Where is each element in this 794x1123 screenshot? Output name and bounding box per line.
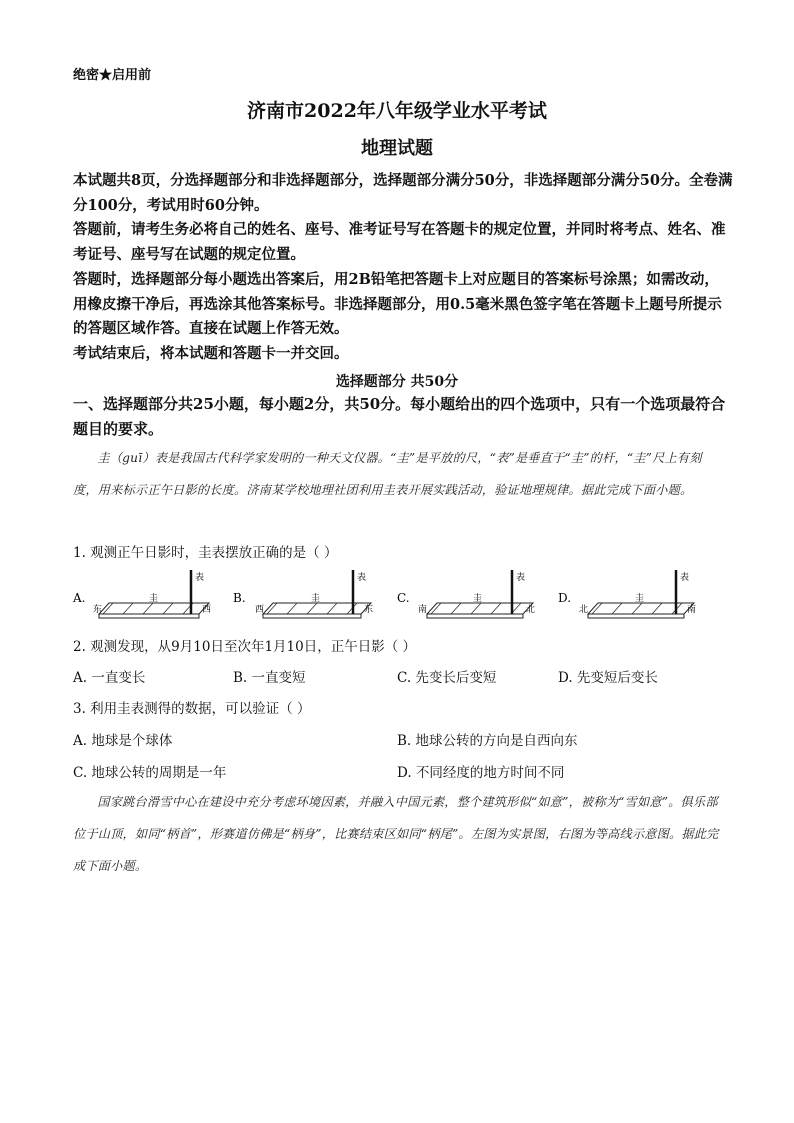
gui-label: 圭 [473,594,483,604]
note-4: 考试结束后，将本试题和答题卡一并交回。 [73,344,349,362]
left-direction: 北 [579,605,589,615]
left-direction: 西 [255,605,265,615]
question-3-stem: 3. 利用圭表测得的数据，可以验证（ ） [73,701,311,717]
guibiao-diagram-b [233,570,383,620]
q2-option-a[interactable]: A. 一直变长 [73,670,146,686]
passage-snow-ruyi-text: 国家跳台滑雪中心在建设中充分考虑环境因素，并融入中国元素，整个建筑形似“如意”，被称为“雪如意”。俱乐部位于山顶，如同“柄首”，形赛道仿佛是“柄身”，比赛结束区如同“柄尾”。左图为实景图，右图为等高线示意图。据此完成下面小题。 [73,795,719,873]
guibiao-diagram-c [397,570,547,620]
section-heading: 选择题部分 共50分 [335,374,459,390]
passage-guibiao [73,442,725,506]
biao-label: 表 [195,573,205,583]
instruction-text: 一、选择题部分共25小题，每小题2分，共50分。每小题给出的四个选项中，只有一个选项最符合题目的要求。 [73,395,726,438]
q3-option-a[interactable]: A. 地球是个球体 [73,733,173,749]
question-2-stem: 2. 观测发现，从9月10日至次年1月10日，正午日影（ ） [73,639,416,655]
q1-option-d[interactable] [558,570,708,620]
right-direction: 西 [202,605,212,615]
q2-option-d[interactable]: D. 先变短后变长 [558,670,658,686]
q2-option-b[interactable]: B. 一直变短 [233,670,306,686]
biao-label: 表 [516,573,526,583]
gui-label: 圭 [311,594,321,604]
note-2: 答题前，请考生务必将自己的姓名、座号、准考证号写在答题卡的规定位置，并同时将考点、姓名、准考证号、座号写在试题的规定位置。 [73,221,726,264]
left-direction: 南 [418,605,428,615]
q3-option-d[interactable]: D. 不同经度的地方时间不同 [397,765,565,781]
right-direction: 东 [364,605,374,615]
q1-option-c[interactable] [397,570,547,620]
note-3: 答题时，选择题部分每小题选出答案后，用2B铅笔把答题卡上对应题目的答案标号涂黑；如需改动，用橡皮擦干净后，再选涂其他答案标号。非选择题部分，用0.5毫米黑色签字笔在答题卡上题号所提示的答题区域作答。直接在试题上作答无效。 [73,270,722,338]
option-letter: A. [73,591,86,605]
option-letter: B. [233,591,246,605]
left-direction: 东 [93,605,103,615]
guibiao-diagram-d [558,570,708,620]
exam-subtitle: 地理试题 [361,138,433,159]
q1-option-b[interactable] [233,570,383,620]
q3-option-b[interactable]: B. 地球公转的方向是自西向东 [397,733,578,749]
q1-option-a[interactable] [73,570,223,620]
section-instruction [73,392,733,442]
biao-label: 表 [680,573,690,583]
right-direction: 北 [526,605,536,615]
exam-title: 济南市2022年八年级学业水平考试 [247,100,547,122]
option-letter: D. [558,591,572,605]
q3-option-c[interactable]: C. 地球公转的周期是一年 [73,765,227,781]
passage-snow-ruyi [73,786,725,882]
biao-label: 表 [357,573,367,583]
confidential-label: 绝密★启用前 [73,68,152,83]
option-letter: C. [397,591,410,605]
question-1-stem: 1. 观测正午日影时，圭表摆放正确的是（ ） [73,545,338,561]
gui-label: 圭 [149,594,159,604]
passage-guibiao-text: 圭（guī）表是我国古代科学家发明的一种天文仪器。“圭”是平放的尺，“表”是垂直于“圭”的杆，“圭”尺上有刻度，用来标示正午日影的长度。济南某学校地理社团利用圭表开展实践活动，验证地理规律。据此完成下面小题。 [73,451,702,497]
exam-notes [73,169,733,367]
gui-label: 圭 [635,594,645,604]
guibiao-diagram-a [73,570,223,620]
right-direction: 南 [687,605,697,615]
q2-option-c[interactable]: C. 先变长后变短 [397,670,497,686]
note-1: 本试题共8页，分选择题部分和非选择题部分，选择题部分满分50分，非选择题部分满分50分。全卷满分100分，考试用时60分钟。 [73,172,733,214]
